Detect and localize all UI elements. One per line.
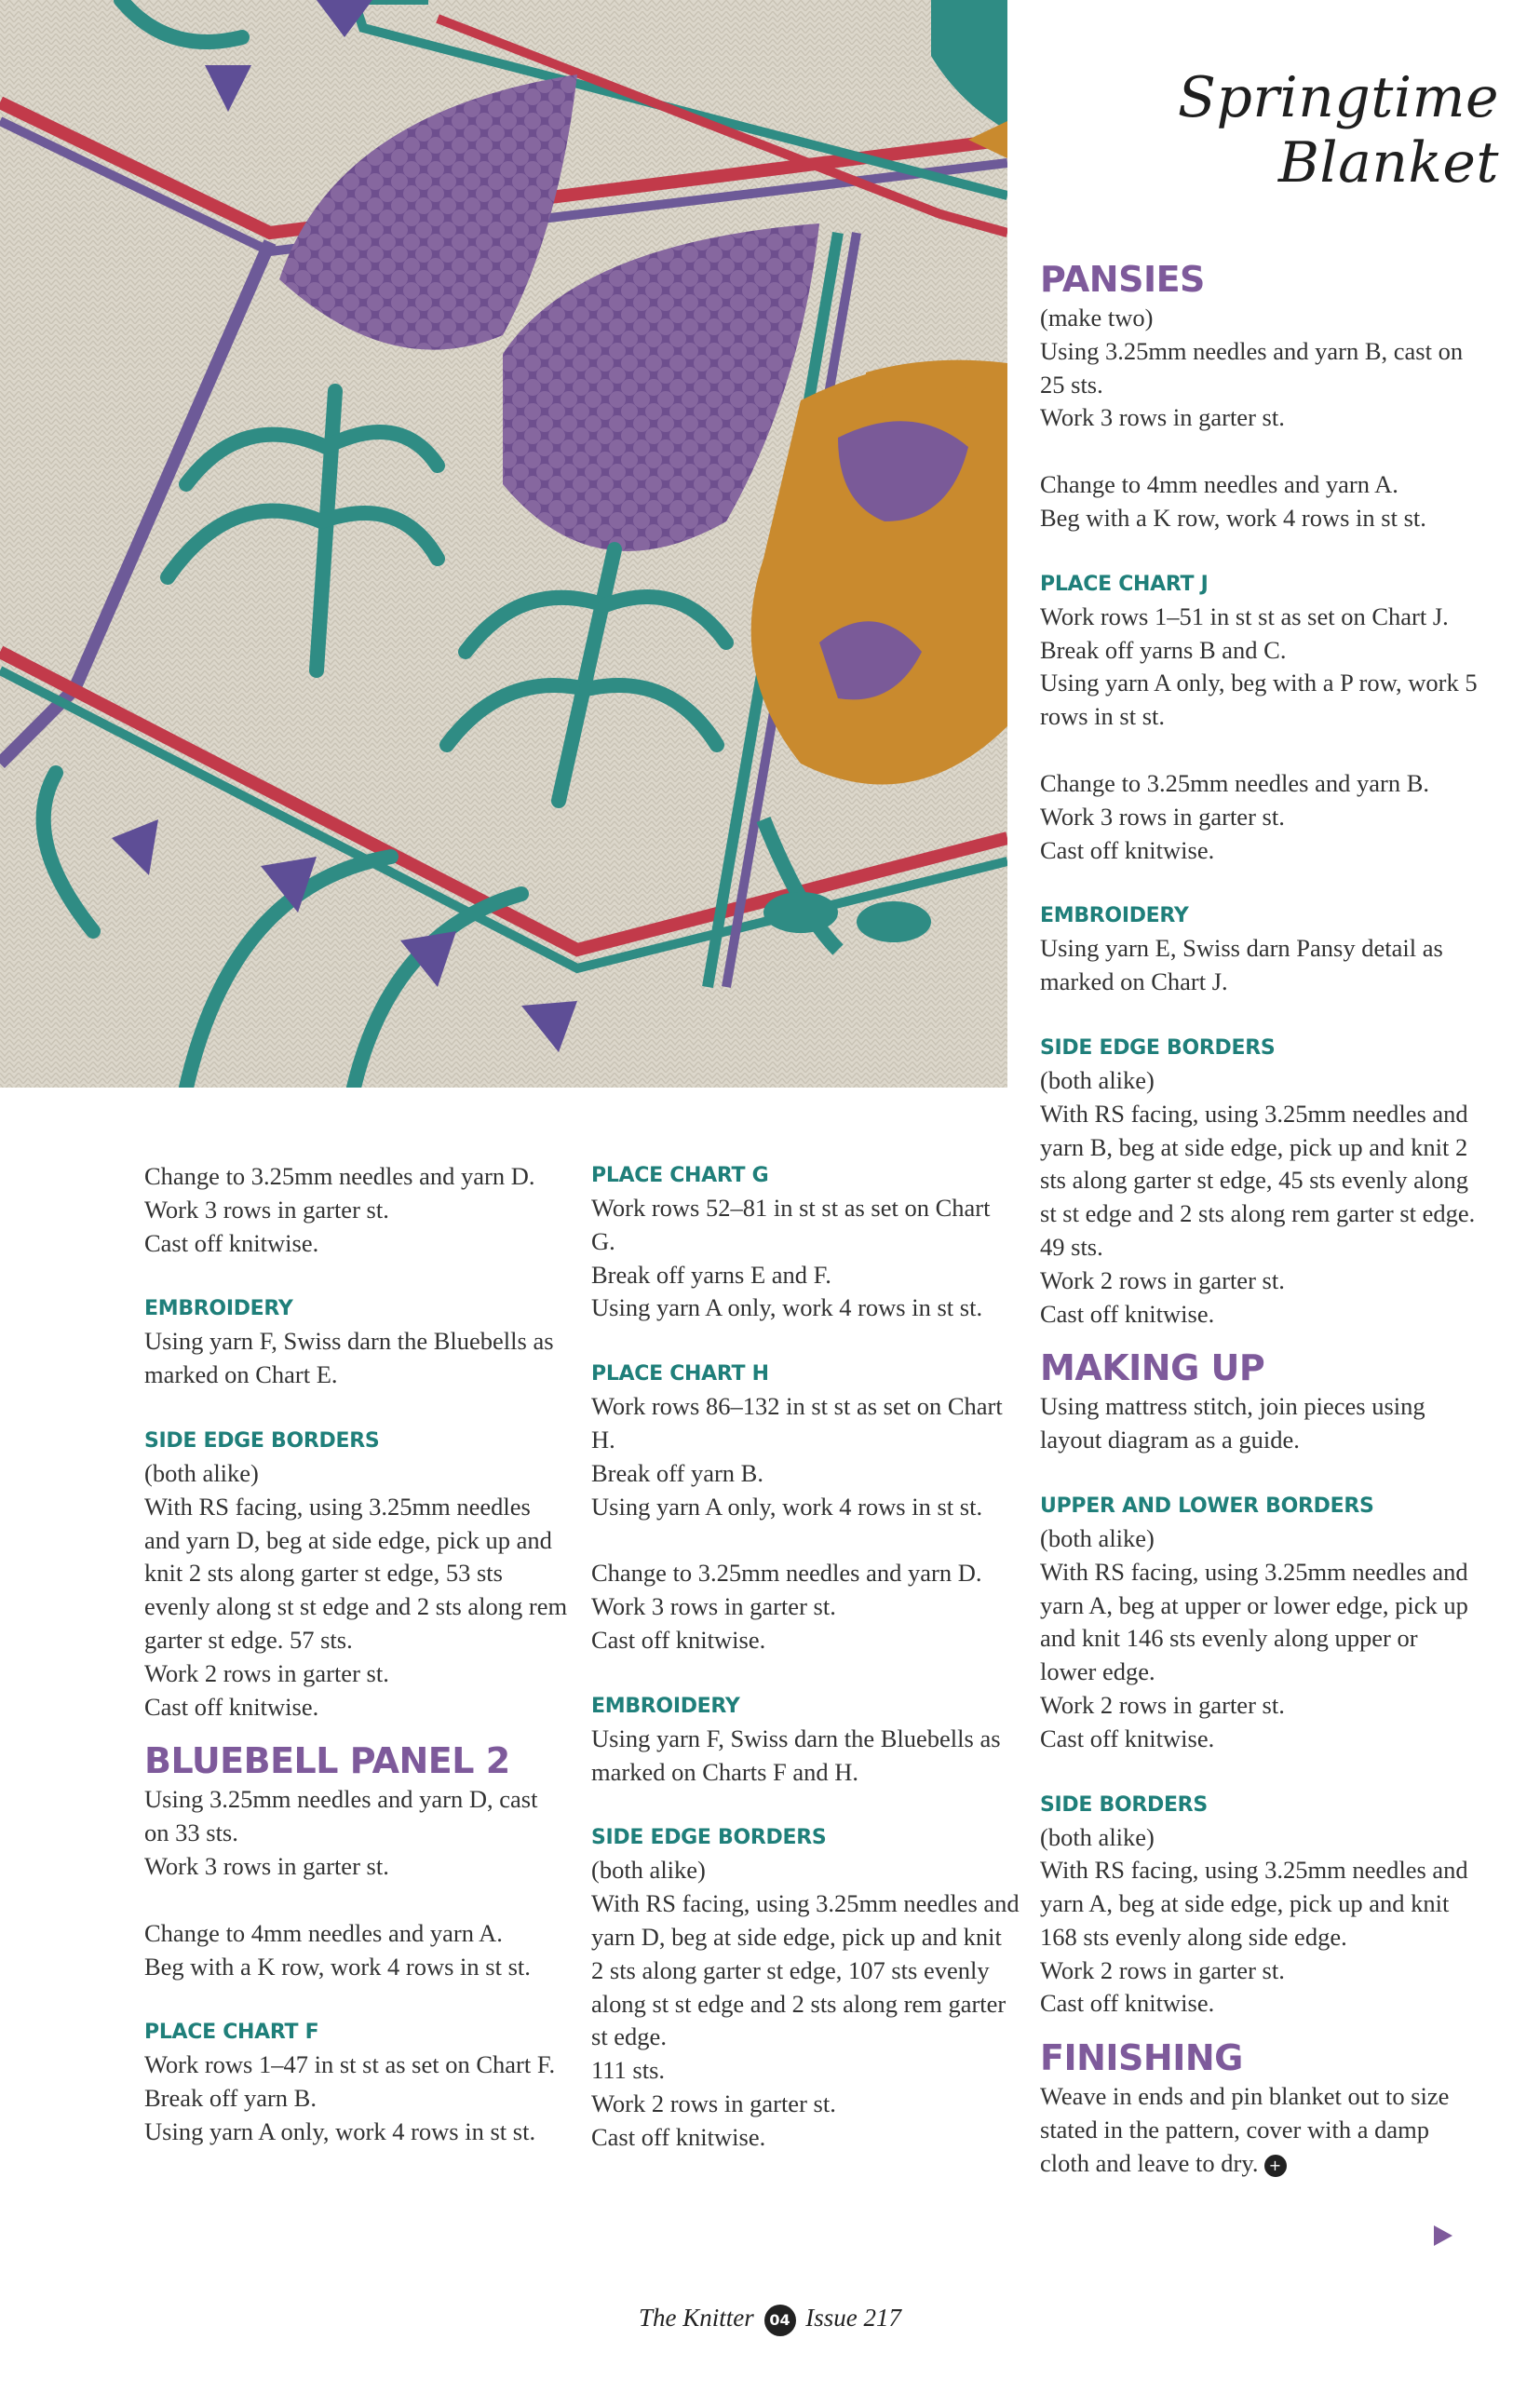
paragraph: Using yarn E, Swiss darn Pansy detail as marked on Chart J.	[1040, 934, 1443, 996]
section-heading: PLACE CHART G	[591, 1164, 769, 1187]
section-heading: PLACE CHART J	[1040, 572, 1209, 596]
section-heading: EMBROIDERY	[591, 1694, 740, 1718]
paragraph: Work rows 1–47 in st st as set on Chart F. Break off yarn B. Using yarn A only, work 4 rows in st st.	[144, 2050, 556, 2145]
paragraph: Using mattress stitch, join pieces using layout diagram as a guide.	[1040, 1392, 1425, 1454]
paragraph: Change to 4mm needles and yarn A. Beg with a K row, work 4 rows in st st.	[1040, 470, 1426, 532]
paragraph: (both alike) With RS facing, using 3.25mm needles and yarn A, beg at side edge, pick up and knit 168 sts evenly along side edge. Work 2 rows in garter st. Cast off knitwise.	[1040, 1822, 1468, 2018]
paragraph: Change to 3.25mm needles and yarn D. Work 3 rows in garter st. Cast off knitwise.	[144, 1162, 535, 1257]
paragraph: Using yarn F, Swiss darn the Bluebells as marked on Charts F and H.	[591, 1724, 1001, 1786]
section-heading: EMBROIDERY	[1040, 904, 1189, 928]
end-mark-icon: +	[1264, 2155, 1287, 2177]
paragraph: Work rows 52–81 in st st as set on Chart G. Break off yarns E and F. Using yarn A only, work 4 rows in st st.	[591, 1194, 991, 1322]
paragraph: (both alike) With RS facing, using 3.25mm needles and yarn A, beg at upper or lower edge, pick up and knit 146 sts evenly along upper or lower edge. Work 2 rows in garter st. Cast off knitwise.	[1040, 1523, 1468, 1752]
section-heading: SIDE EDGE BORDERS	[144, 1428, 380, 1453]
paragraph: (both alike) With RS facing, using 3.25mm needles and yarn D, beg at side edge, pick up and knit 2 sts along garter st edge, 53 sts evenly along st st edge and 2 sts along rem garter st edge. 57 sts. Work 2 rows in garter st. Cast off knitwise.	[144, 1458, 568, 1721]
paragraph: (make two) Using 3.25mm needles and yarn B, cast on 25 sts. Work 3 rows in garter st.	[1040, 304, 1464, 432]
next-page-arrow-icon[interactable]	[1434, 2225, 1452, 2246]
paragraph: Change to 3.25mm needles and yarn D. Work 3 rows in garter st. Cast off knitwise.	[591, 1559, 982, 1654]
section-heading: UPPER AND LOWER BORDERS	[1040, 1494, 1374, 1518]
footer-magazine: The Knitter	[638, 2304, 754, 2332]
page-number-badge: 04	[764, 2305, 796, 2336]
section-heading: PLACE CHART F	[144, 2021, 319, 2045]
paragraph: Using yarn F, Swiss darn the Bluebells as marked on Chart E.	[144, 1327, 554, 1389]
section-heading: PLACE CHART H	[591, 1362, 769, 1386]
major-heading: FINISHING	[1040, 2037, 1243, 2079]
blanket-photo	[0, 0, 1007, 1088]
page-footer	[0, 2304, 1540, 2336]
column-3	[1040, 253, 1478, 2181]
paragraph: (both alike) With RS facing, using 3.25mm needles and yarn B, beg at side edge, pick up and knit 2 sts along garter st edge, 45 sts evenly along st st edge and 2 sts along rem garter st edge. 49 sts. Work 2 rows in garter st. Cast off knitwise.	[1040, 1065, 1476, 1328]
finishing-text: Weave in ends and pin blanket out to size stated in the pattern, cover with a damp cloth and leave to dry.	[1040, 2082, 1450, 2177]
section-heading: SIDE EDGE BORDERS	[1040, 1035, 1276, 1060]
paragraph: Change to 4mm needles and yarn A. Beg with a K row, work 4 rows in st st.	[144, 1918, 531, 1981]
page-title: Springtime Blanket	[1177, 65, 1499, 196]
paragraph: Change to 3.25mm needles and yarn B. Work 3 rows in garter st. Cast off knitwise.	[1040, 768, 1430, 864]
paragraph: (both alike) With RS facing, using 3.25mm needles and yarn D, beg at side edge, pick up and knit 2 sts along garter st edge, 107 sts evenly along st st edge and 2 sts along rem garter st edge. 111 sts. Work 2 rows in garter st. Cast off knitwise.	[591, 1856, 1020, 2151]
major-heading: PANSIES	[1040, 259, 1205, 300]
major-heading: MAKING UP	[1040, 1347, 1265, 1389]
paragraph: Using 3.25mm needles and yarn D, cast on 33 sts. Work 3 rows in garter st.	[144, 1785, 538, 1880]
section-heading: SIDE EDGE BORDERS	[591, 1826, 827, 1850]
section-heading: EMBROIDERY	[144, 1297, 293, 1321]
footer-issue: Issue 217	[805, 2304, 901, 2332]
paragraph: Work rows 1–51 in st st as set on Chart J. Break off yarns B and C. Using yarn A only, beg with a P row, work 5 rows in st st.	[1040, 602, 1478, 731]
knitted-blanket-photo-icon	[0, 0, 1007, 1088]
paragraph: Work rows 86–132 in st st as set on Chart H. Break off yarn B. Using yarn A only, work 4 rows in st st.	[591, 1392, 1003, 1521]
major-heading: BLUEBELL PANEL 2	[144, 1740, 510, 1782]
column-2	[591, 1160, 1020, 2155]
column-1	[144, 1160, 568, 2149]
section-heading: SIDE BORDERS	[1040, 1792, 1208, 1817]
paragraph	[1040, 2080, 1478, 2180]
